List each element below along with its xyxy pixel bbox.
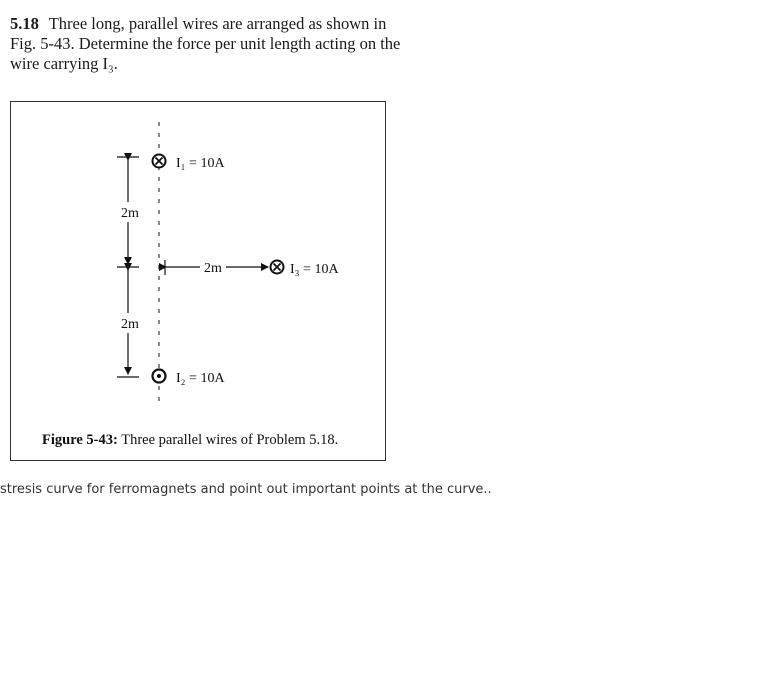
question-text: stresis curve for ferromagnets and point out important points at the curve.. bbox=[0, 482, 492, 497]
wire-3-into-page-icon bbox=[271, 261, 284, 274]
dist-bottom-label: 2m bbox=[121, 317, 139, 332]
wire-1-into-page-icon bbox=[153, 155, 166, 168]
caption-text: Three parallel wires of Problem 5.18. bbox=[117, 432, 339, 448]
wire-2-out-of-page-icon bbox=[153, 370, 166, 383]
dist-horizontal-label: 2m bbox=[204, 261, 222, 276]
figure-caption bbox=[42, 432, 338, 449]
wire-1-label: I₁ = 10A bbox=[176, 156, 225, 171]
dist-top-label: 2m bbox=[121, 206, 139, 221]
wire-2-label: I₂ = 10A bbox=[176, 371, 225, 386]
wire-3-label: I₃ = 10A bbox=[290, 262, 339, 277]
caption-label: Figure 5-43: bbox=[42, 432, 118, 448]
problem-body: Three long, parallel wires are arranged as shown in Fig. 5-43. Determine the force per unit length acting on the wire carrying I₃. bbox=[10, 14, 401, 73]
vertical-dimension bbox=[117, 157, 139, 377]
problem-number: 5.18 bbox=[10, 14, 39, 33]
